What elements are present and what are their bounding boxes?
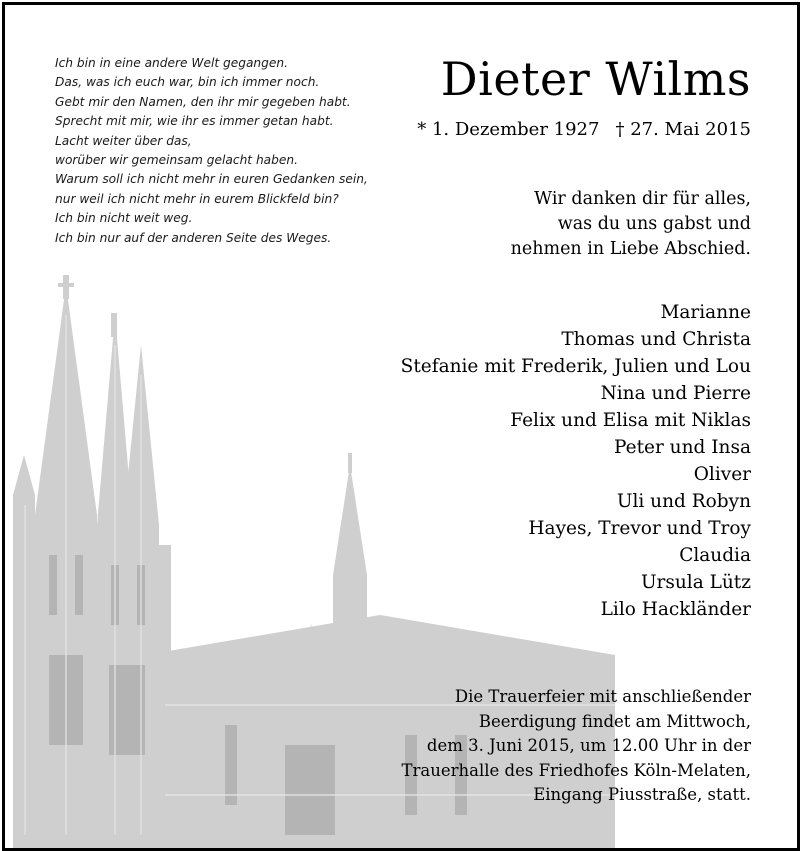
poem-line: nur weil ich nicht mehr in eurem Blickfeld bin? bbox=[55, 191, 339, 206]
mourner: Peter und Insa bbox=[614, 437, 751, 458]
thanks-line: Wir danken dir für alles, bbox=[534, 189, 751, 209]
poem-line: Lacht weiter über das, bbox=[55, 133, 192, 148]
mourner: Thomas und Christa bbox=[561, 329, 751, 350]
life-dates bbox=[417, 119, 751, 140]
birth-date: * 1. Dezember 1927 bbox=[417, 119, 600, 140]
mourner: Hayes, Trevor und Troy bbox=[528, 518, 751, 539]
service-details bbox=[402, 685, 752, 808]
mourner: Uli und Robyn bbox=[616, 491, 751, 512]
poem-line: Gebt mir den Namen, den ihr mir gegeben habt. bbox=[55, 94, 351, 109]
death-date: † 27. Mai 2015 bbox=[615, 119, 751, 140]
mourner: Nina und Pierre bbox=[600, 383, 751, 404]
poem bbox=[55, 54, 368, 248]
poem-line: Warum soll ich nicht mehr in euren Gedanken sein, bbox=[55, 172, 368, 187]
poem-line: Das, was ich euch war, bin ich immer noch. bbox=[55, 75, 320, 90]
poem-line: Ich bin nicht weit weg. bbox=[55, 211, 193, 226]
poem-line: Ich bin in eine andere Welt gegangen. bbox=[55, 56, 288, 70]
poem-line: Ich bin nur auf der anderen Seite des Weges. bbox=[55, 230, 332, 245]
thanks-line: nehmen in Liebe Abschied. bbox=[510, 239, 751, 259]
mourner: Stefanie mit Frederik, Julien und Lou bbox=[400, 356, 751, 377]
mourner: Lilo Hackländer bbox=[600, 599, 751, 620]
service-line: Trauerhalle des Friedhofes Köln-Melaten, bbox=[401, 760, 751, 780]
thanks-line: was du uns gabst und bbox=[557, 214, 751, 234]
poem-line: worüber wir gemeinsam gelacht haben. bbox=[55, 153, 298, 168]
mourner: Oliver bbox=[693, 464, 751, 485]
mourner: Felix und Elisa mit Niklas bbox=[510, 410, 751, 431]
mourners-list bbox=[401, 299, 751, 623]
service-line: dem 3. Juni 2015, um 12.00 Uhr in der bbox=[426, 736, 751, 755]
service-line: Eingang Piusstraße, statt. bbox=[533, 785, 751, 804]
service-line: Beerdigung findet am Mittwoch, bbox=[478, 711, 751, 731]
service-line: Die Trauerfeier mit anschließender bbox=[454, 687, 751, 706]
mourner: Claudia bbox=[679, 545, 751, 566]
thanks-text bbox=[511, 187, 751, 262]
obituary-notice bbox=[2, 2, 800, 851]
poem-line: Sprecht mit mir, wie ihr es immer getan habt. bbox=[55, 114, 334, 129]
deceased-name: Dieter Wilms bbox=[440, 52, 751, 106]
mourner: Marianne bbox=[660, 302, 751, 323]
mourner: Ursula Lütz bbox=[640, 572, 751, 593]
